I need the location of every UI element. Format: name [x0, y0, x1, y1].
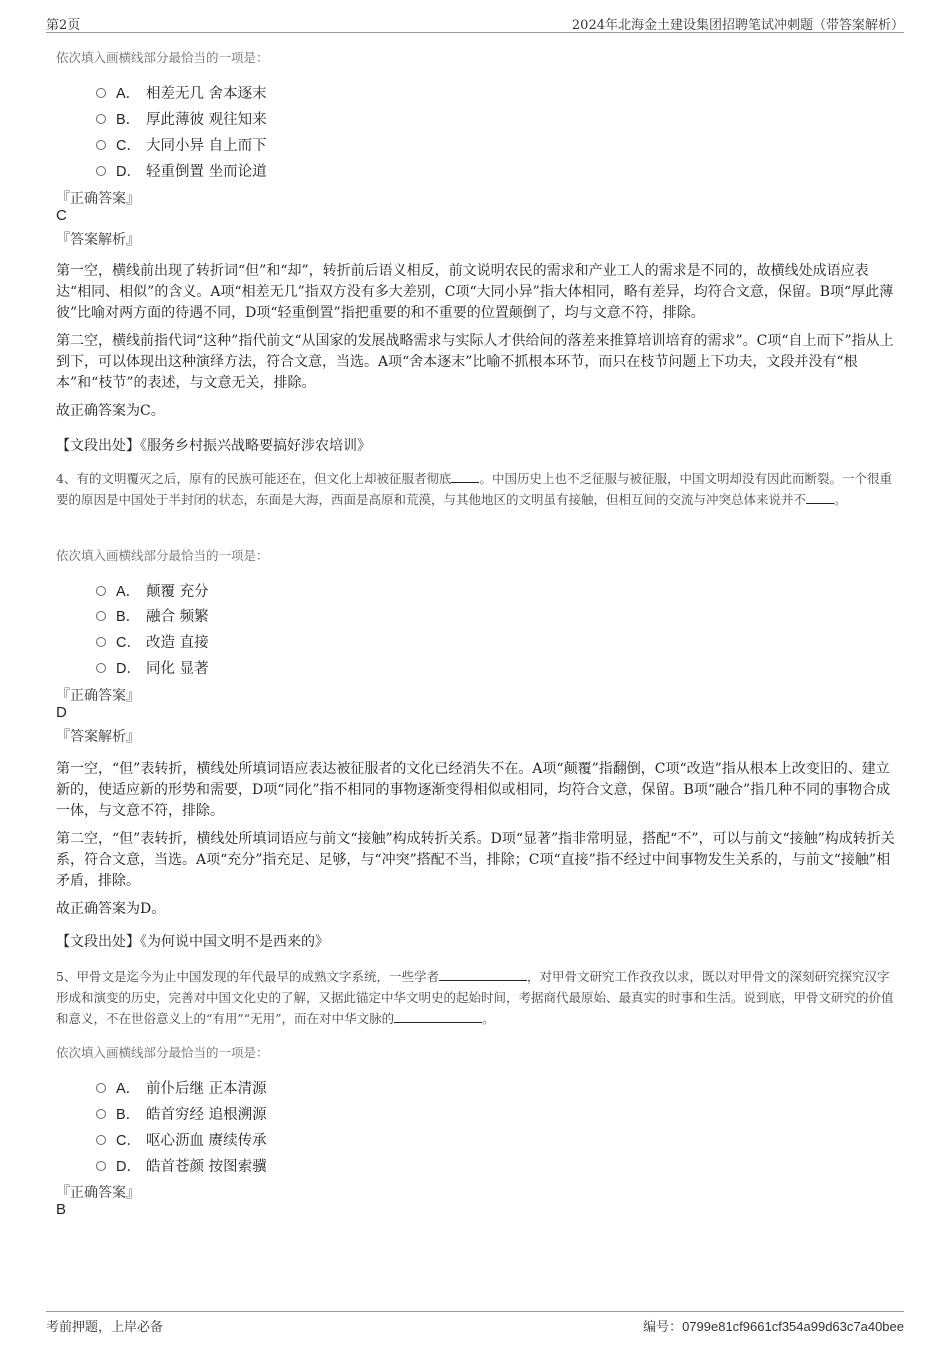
q3-source: 【文段出处】《服务乡村振兴战略要搞好涉农培训》	[56, 438, 371, 454]
q4-correct-label: 『正确答案』	[56, 688, 140, 704]
q4-analysis-label: 『答案解析』	[56, 729, 140, 745]
q5-option-b[interactable]: B． 皓首穷经 追根溯源	[96, 1103, 267, 1125]
q3-option-a[interactable]: A． 相差无几 舍本逐末	[96, 82, 267, 104]
q3-analysis-label: 『答案解析』	[56, 232, 140, 248]
q4-conclusion: 故正确答案为D。	[56, 901, 166, 917]
q5-answer: B	[56, 1201, 67, 1218]
page-footer	[46, 1311, 904, 1334]
blank-line	[806, 491, 834, 504]
radio-icon[interactable]	[96, 637, 106, 647]
q4-analysis-para-1: 第一空，“但”表转折，横线处所填词语应表达被征服者的文化已经消失不在。A项“颠覆”指翻倒，C项“改造”指从根本上改变旧的、建立新的，使适应新的形势和需要，D项“同化”指不相同的事物逐渐变得相似或相同，均符合文意，保留。B项“融合”指几种不同的事物合成一体，与文意不符，排除。	[56, 761, 891, 819]
page-number: 第2页	[46, 18, 81, 33]
q3-instruction: 依次填入画横线部分最恰当的一项是：	[56, 50, 269, 65]
q5-correct-label: 『正确答案』	[56, 1185, 140, 1201]
q3-option-c[interactable]: C． 大同小异 自上而下	[96, 134, 267, 156]
q4-option-a[interactable]: A． 颠覆 充分	[96, 580, 209, 602]
q4-option-c[interactable]: C． 改造 直接	[96, 631, 209, 653]
blank-line	[439, 968, 527, 981]
blank-line	[451, 470, 479, 483]
q5-instruction: 依次填入画横线部分最恰当的一项是：	[56, 1045, 269, 1060]
radio-icon[interactable]	[96, 166, 106, 176]
q5-option-d[interactable]: D． 皓首苍颜 按图索骥	[96, 1155, 267, 1177]
q3-conclusion: 故正确答案为C。	[56, 403, 165, 419]
q3-option-d[interactable]: D． 轻重倒置 坐而论道	[96, 160, 267, 182]
page-header	[46, 12, 904, 33]
radio-icon[interactable]	[96, 1161, 106, 1171]
q4-answer: D	[56, 704, 67, 721]
radio-icon[interactable]	[96, 1135, 106, 1145]
q3-analysis-para-1: 第一空，横线前出现了转折词“但”和“却”，转折前后语义相反，前文说明农民的需求和产业工人的需求是不同的，故横线处成语应表达“相同、相似”的含义。A项“相差无几”指双方没有多大差别，C项“大同小异”指大体相同，略有差异，均符合文意，保留。B项“厚此薄彼”比喻对两方面的待遇不同，D项“轻重倒置”指把重要的和不重要的位置颠倒了，均与文意不符，排除。	[56, 263, 894, 321]
q4-stem: 4、有的文明覆灭之后，原有的民族可能还在，但文化上却被征服者彻底 。中国历史上也不乏征服与被征服，中国文明却没有因此而断裂。一个很重要的原因是中国处于半封闭的状态，东面是大海，西面是高原和荒漠，与其他地区的文明虽有接触，但相互间的交流与冲突总体来说并不 。	[56, 471, 892, 507]
q4-option-b[interactable]: B． 融合 频繁	[96, 605, 209, 627]
blank-line	[394, 1010, 482, 1023]
radio-icon[interactable]	[96, 586, 106, 596]
q3-correct-label: 『正确答案』	[56, 191, 140, 207]
radio-icon[interactable]	[96, 140, 106, 150]
q5-option-a[interactable]: A． 前仆后继 正本清源	[96, 1077, 267, 1099]
radio-icon[interactable]	[96, 1109, 106, 1119]
q4-analysis-para-2: 第二空，“但”表转折，横线处所填词语应与前文“接触”构成转折关系。D项“显著”指非常明显，搭配“不”，可以与前文“接触”构成转折关系，符合文意，当选。A项“充分”指充足、足够，与“冲突”搭配不当，排除；C项“直接”指不经过中间事物发生关系的，与前文“接触”相矛盾，排除。	[56, 831, 895, 889]
document-code: 编号：0799e81cf9661cf354a99d63c7a40bee	[643, 1319, 904, 1334]
radio-icon[interactable]	[96, 114, 106, 124]
q3-answer: C	[56, 207, 67, 224]
radio-icon[interactable]	[96, 1083, 106, 1093]
q4-instruction: 依次填入画横线部分最恰当的一项是：	[56, 548, 269, 563]
radio-icon[interactable]	[96, 611, 106, 621]
q4-option-d[interactable]: D． 同化 显著	[96, 657, 209, 679]
q3-option-b[interactable]: B． 厚此薄彼 观往知来	[96, 108, 267, 130]
footer-slogan: 考前押题，上岸必备	[46, 1320, 164, 1335]
document-title: 2024年北海金土建设集团招聘笔试冲刺题（带答案解析）	[571, 18, 904, 33]
q5-option-c[interactable]: C． 呕心沥血 赓续传承	[96, 1129, 267, 1151]
radio-icon[interactable]	[96, 663, 106, 673]
q3-analysis-para-2: 第二空，横线前指代词“这种”指代前文“从国家的发展战略需求与实际人才供给间的落差来推算培训培育的需求”。C项“自上而下”指从上到下，可以体现出这种演绎方法，符合文意，当选。A项“舍本逐末”比喻不抓根本环节，而只在枝节问题上下功夫，文段并没有“根本”和“枝节”的表述，与文意无关，排除。	[56, 333, 894, 391]
q4-source: 【文段出处】《为何说中国文明不是西来的》	[56, 934, 329, 950]
radio-icon[interactable]	[96, 88, 106, 98]
q5-stem: 5、甲骨文是迄今为止中国发现的年代最早的成熟文字系统，一些学者 ，对甲骨文研究工作孜孜以求，既以对甲骨文的深刻研究探究汉字形成和演变的历史，完善对中国文化史的了解，又据此锚定中华文明史的起始时间，考据商代最原始、最真实的时事和生活。说到底，甲骨文研究的价值和意义，不在世俗意义上的“有用”“无用”，而在对中华文脉的 。	[56, 969, 894, 1026]
